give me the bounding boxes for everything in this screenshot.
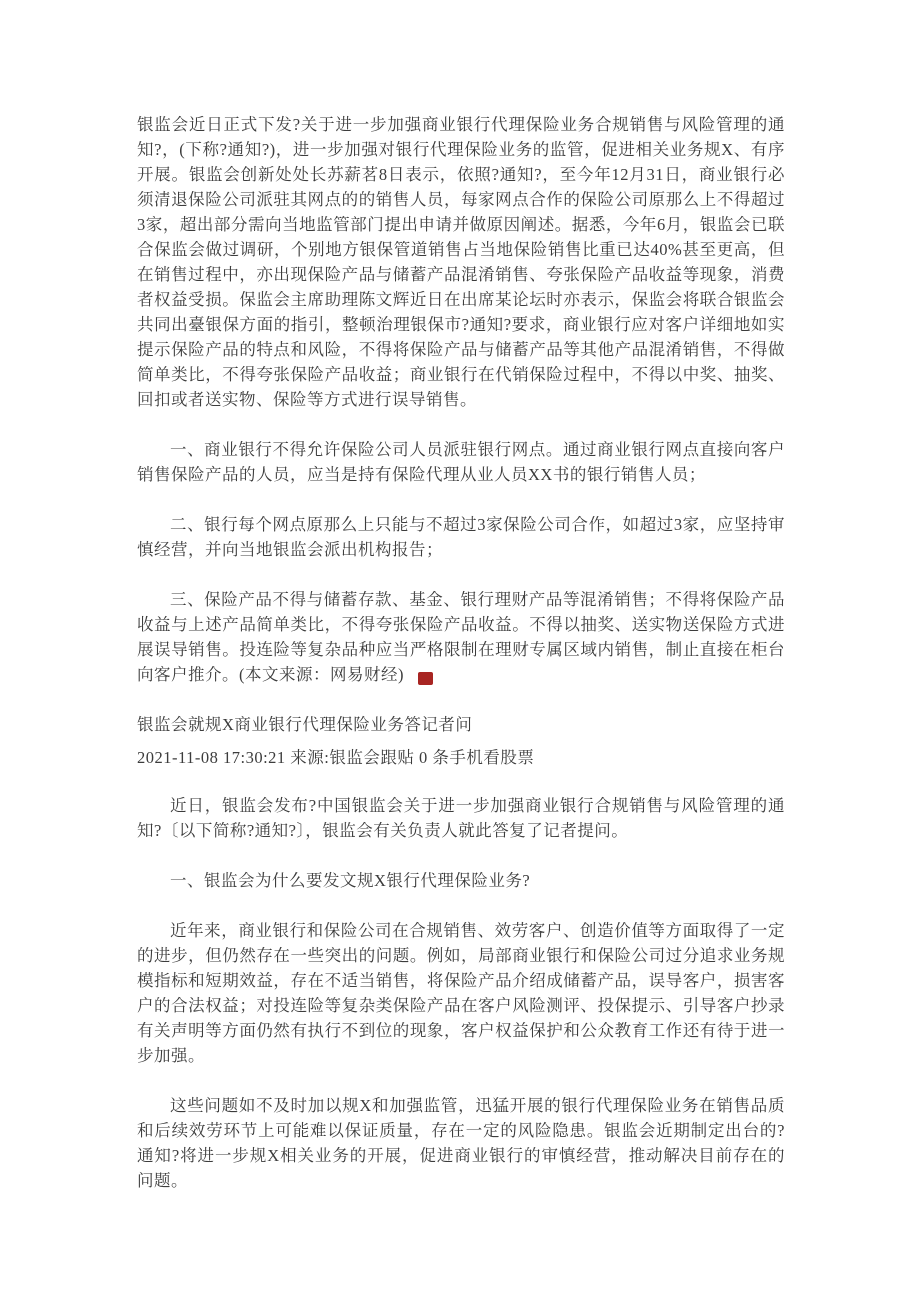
notice-paragraph-item-1: 一、商业银行不得允许保险公司人员派驻银行网点。通过商业银行网点直接向客户销售保险产品的人员，应当是持有保险代理从业人员XX书的银行销售人员； xyxy=(137,440,785,484)
notice-paragraph-item-3 xyxy=(137,587,785,687)
article-notice-section xyxy=(137,112,785,687)
article-title: 银监会就规X商业银行代理保险业务答记者问 xyxy=(137,715,473,734)
netease-finance-icon xyxy=(418,672,457,685)
netease-finance-icon-letter: F xyxy=(451,673,457,683)
qa-paragraph-question-1: 一、银监会为什么要发文规X银行代理保险业务? xyxy=(170,871,531,890)
qa-paragraph-answer-1a: 近年来，商业银行和保险公司在合规销售、效劳客户、创造价值等方面取得了一定的进步，但仍然存在一些突出的问题。例如，局部商业银行和保险公司过分追求业务规模指标和短期效益，存在不适当销售，将保险产品介绍成储蓄产品，误导客户，损害客户的合法权益；对投连险等复杂类保险产品在客户风险测评、投保提示、引导客户抄录有关声明等方面仍然有执行不到位的现象，客户权益保护和公众教育工作还有待于进一步加强。 xyxy=(137,921,785,1065)
qa-paragraph-intro: 近日，银监会发布?中国银监会关于进一步加强商业银行合规销售与风险管理的通知?〔以下简称?通知?〕，银监会有关负责人就此答复了记者提问。 xyxy=(137,796,785,840)
notice-paragraph-item-2: 二、银行每个网点原那么上只能与不超过3家保险公司合作，如超过3家，应坚持审慎经营，并向当地银监会派出机构报告； xyxy=(137,515,785,559)
article-qa-section xyxy=(137,712,785,1193)
article-dateline: 2021-11-08 17:30:21 来源:银监会跟贴 0 条手机看股票 xyxy=(137,748,535,767)
source-note: (本文来源：网易财经) xyxy=(239,665,404,684)
document-content xyxy=(137,112,785,1218)
notice-paragraph-item-3-text: 三、保险产品不得与储蓄存款、基金、银行理财产品等混淆销售；不得将保险产品收益与上述产品简单类比，不得夸张保险产品收益。不得以抽奖、送实物送保险方式进展误导销售。投连险等复杂品种应当严格限制在理财专属区域内销售，制止直接在柜台向客户推介。 xyxy=(137,590,785,684)
notice-paragraph-intro: 银监会近日正式下发?关于进一步加强商业银行代理保险业务合规销售与风险管理的通知?，(下称?通知?)，进一步加强对银行代理保险业务的监管，促进相关业务规X、有序开展。银监会创新处处长苏薪茗8日表示，依照?通知?，至今年12月31日，商业银行必须清退保险公司派驻其网点的的销售人员，每家网点合作的保险公司原那么上不得超过3家，超出部分需向当地监管部门提出申请并做原因阐述。据悉，今年6月，银监会已联合保监会做过调研，个别地方银保管道销售占当地保险销售比重已达40%甚至更高，但在销售过程中，亦出现保险产品与储蓄产品混淆销售、夸张保险产品收益等现象，消费者权益受损。保监会主席助理陈文辉近日在出席某论坛时亦表示，保监会将联合银监会共同出臺银保方面的指引，整顿治理银保市?通知?要求，商业银行应对客户详细地如实提示保险产品的特点和风险，不得将保险产品与储蓄产品等其他产品混淆销售，不得做简单类比，不得夸张保险产品收益；商业银行在代销保险过程中，不得以中奖、抽奖、回扣或者送实物、保险等方式进行误导销售。 xyxy=(137,115,785,409)
qa-paragraph-answer-1b: 这些问题如不及时加以规X和加强监管，迅猛开展的银行代理保险业务在销售品质和后续效劳环节上可能难以保证质量，存在一定的风险隐患。银监会近期制定出台的?通知?将进一步规X相关业务的开展，促进商业银行的审慎经营，推动解决目前存在的问题。 xyxy=(137,1096,785,1190)
